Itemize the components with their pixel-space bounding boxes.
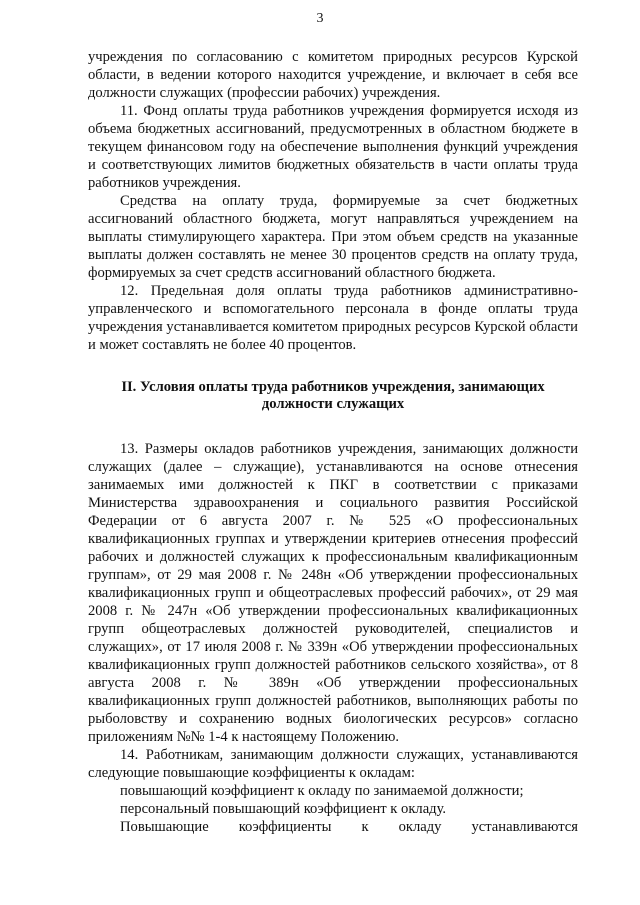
section-heading-line-1: II. Условия оплаты труда работников учреждения, занимающих	[121, 379, 545, 395]
section-heading	[88, 379, 578, 413]
page-number: 3	[316, 11, 324, 26]
paragraph-14: 14. Работникам, занимающим должности служащих, устанавливаются следующие повышающие коэффициенты к окладам:	[88, 747, 578, 781]
list-item: повышающий коэффициент к окладу по занимаемой должности;	[120, 783, 524, 799]
paragraph-11: 11. Фонд оплаты труда работников учреждения формируется исходя из объема бюджетных ассигнований, предусмотренных в областном бюджете в текущем финансовом году на обеспечение выполнения функций учреждения и соответствующих лимитов бюджетных обязательств в части оплаты труда работников учреждения.	[88, 103, 578, 191]
paragraph-13: 13. Размеры окладов работников учреждения, занимающих должности служащих (далее – служащие), устанавливаются на основе отнесения занимаемых ими должностей к ПКГ в соответствии с приказами Министерства здравоохранения и социального развития Российской Федерации от 6 августа 2007 г. № 525 «О профессиональных квалификационных группах и утверждении критериев отнесения профессий рабочих и должностей служащих к профессиональным квалификационным группам», от 29 мая 2008 г. № 248н «Об утверждении профессиональных квалификационных групп и общеотраслевых профессий рабочих», от 29 мая 2008 г. № 247н «Об утверждении профессиональных квалификационных групп общеотраслевых должностей руководителей, специалистов и служащих», от 17 июля 2008 г. № 339н «Об утверждении профессиональных квалификационных групп должностей работников сельского хозяйства», от 8 августа 2008 г. № 389н «Об утверждении профессиональных квалификационных групп должностей работников, выполняющих работы по рыболовству и сохранению водных биологических ресурсов» согласно приложениям №№ 1-4 к настоящему Положению.	[88, 441, 578, 745]
paragraph-10-continuation: учреждения по согласованию с комитетом природных ресурсов Курской области, в ведении которого находится учреждение, и включает в себя все должности служащих (профессии рабочих) учреждения.	[88, 49, 578, 101]
paragraph-11-funds: Средства на оплату труда, формируемые за счет бюджетных ассигнований областного бюджета, могут направляться учреждением на выплаты стимулирующего характера. При этом объем средств на указанные выплаты должен составлять не менее 30 процентов средств на оплату труда, формируемых за счет средств ассигнований областного бюджета.	[88, 193, 578, 281]
paragraph-coefficients-start: Повышающие коэффициенты к окладу устанавливаются	[120, 819, 578, 835]
list-item: персональный повышающий коэффициент к окладу.	[120, 801, 447, 817]
document-body	[88, 48, 578, 836]
paragraph-12: 12. Предельная доля оплаты труда работников административно-управленческого и вспомогательного персонала в фонде оплаты труда учреждения устанавливается комитетом природных ресурсов Курской области и может составлять не более 40 процентов.	[88, 283, 578, 353]
section-heading-line-2: должности служащих	[261, 396, 405, 412]
